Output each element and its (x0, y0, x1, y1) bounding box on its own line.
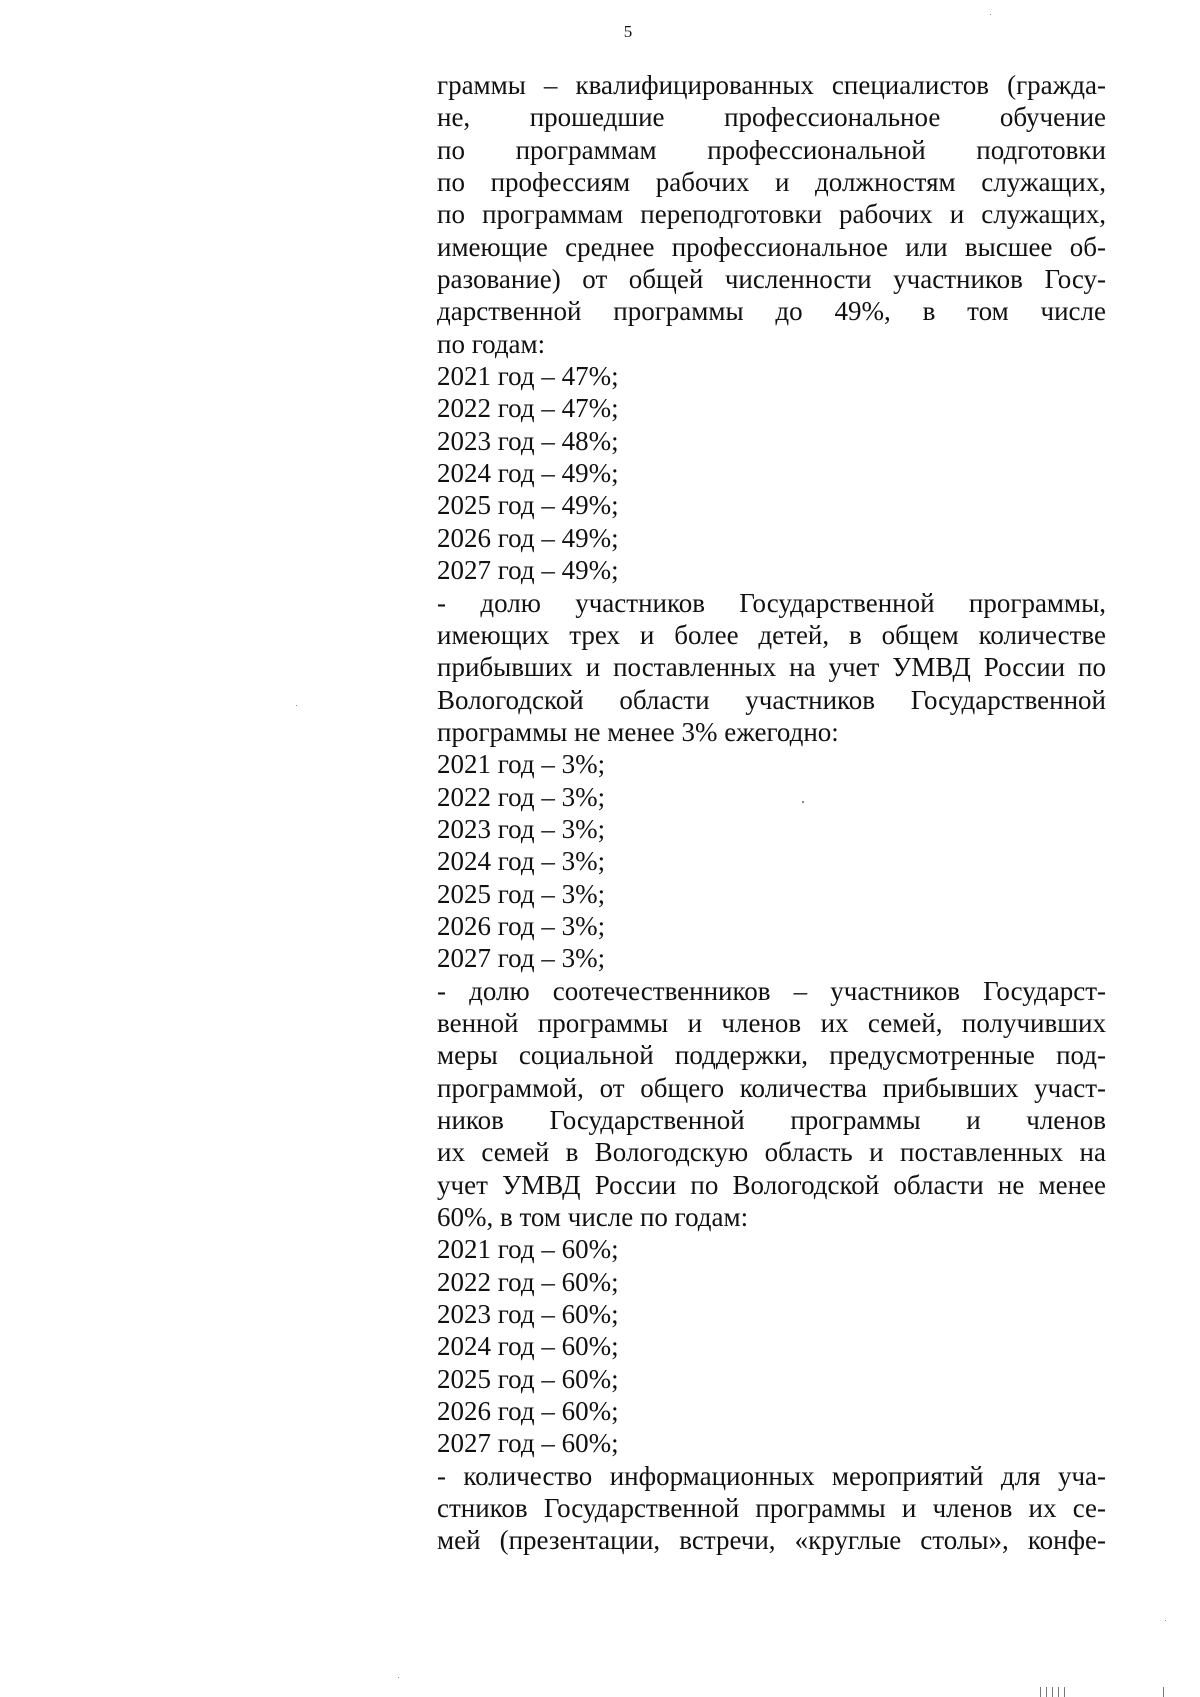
text-line: программой, от общего количества прибывших участ- (437, 1072, 1106, 1103)
text-line: 2022 год – 60%; (437, 1266, 619, 1297)
text-line: 2027 год – 3%; (437, 943, 606, 974)
document-body (437, 69, 1106, 1557)
text-line: 2025 год – 60%; (437, 1363, 619, 1394)
text-line: их семей в Вологодскую область и поставленных на (437, 1137, 1106, 1168)
text-line: 2023 год – 3%; (437, 813, 606, 844)
text-line: 2023 год – 60%; (437, 1299, 619, 1330)
text-line: программы не менее 3% ежегодно: (437, 716, 839, 747)
text-line: по программам профессиональной подготовки (437, 134, 1106, 165)
text-line: мей (презентации, встречи, «круглые столы», конфе- (437, 1525, 1106, 1556)
scan-speck (296, 705, 297, 706)
text-line: 2024 год – 49%; (437, 458, 619, 489)
text-line: 2026 год – 60%; (437, 1396, 619, 1427)
text-line: 2024 год – 60%; (437, 1331, 619, 1362)
text-line: 2021 год – 60%; (437, 1234, 619, 1265)
text-line: 60%, в том числе по годам: (437, 1202, 749, 1233)
text-line: - долю соотечественников – участников Государст- (437, 975, 1106, 1006)
text-line: 2022 год – 47%; (437, 393, 619, 424)
text-line: не, прошедшие профессиональное обучение (437, 102, 1106, 133)
text-line: 2024 год – 3%; (437, 846, 606, 877)
text-line: по профессиям рабочих и должностям служащих, (437, 167, 1106, 198)
text-line: по программам переподготовки рабочих и служащих, (437, 199, 1106, 230)
scan-speck (1165, 1620, 1166, 1621)
text-line: 2022 год – 3%; (437, 781, 606, 812)
text-line: - долю участников Государственной программы, (437, 587, 1106, 618)
scan-speck (398, 1677, 399, 1678)
text-line: прибывших и поставленных на учет УМВД России по (437, 652, 1106, 683)
text-line: 2026 год – 49%; (437, 522, 619, 553)
text-line: граммы – квалифицированных специалистов (гражда- (437, 70, 1106, 100)
text-line: имеющие среднее профессиональное или высшее об- (437, 231, 1106, 262)
text-line: ников Государственной программы и членов (437, 1105, 1106, 1135)
text-line: по годам: (437, 328, 546, 359)
text-line: 2027 год – 49%; (437, 555, 619, 586)
scan-edge-marks (1020, 1683, 1180, 1697)
text-line: 2021 год – 47%; (437, 361, 619, 392)
scan-speck (990, 14, 991, 15)
page-number: 5 (623, 22, 633, 41)
text-line: 2023 год – 48%; (437, 425, 619, 456)
text-line: учет УМВД России по Вологодской области не менее (437, 1169, 1106, 1200)
text-line: 2025 год – 3%; (437, 878, 606, 909)
text-line: Вологодской области участников Государственной (437, 684, 1106, 715)
text-line: разование) от общей численности участников Госу- (437, 264, 1106, 295)
text-line: венной программы и членов их семей, получивших (437, 1007, 1106, 1038)
text-line: 2021 год – 3%; (437, 749, 606, 780)
text-line: 2027 год – 60%; (437, 1428, 619, 1459)
scan-speck (802, 801, 804, 803)
text-line: - количество информационных мероприятий для уча- (437, 1460, 1106, 1491)
text-line: 2025 год – 49%; (437, 490, 619, 521)
text-line: стников Государственной программы и членов их се- (437, 1493, 1106, 1524)
text-line: меры социальной поддержки, предусмотренные под- (437, 1040, 1106, 1071)
text-line: 2026 год – 3%; (437, 910, 606, 941)
text-line: дарственной программы до 49%, в том числе (437, 296, 1106, 327)
text-line: имеющих трех и более детей, в общем количестве (437, 619, 1106, 650)
